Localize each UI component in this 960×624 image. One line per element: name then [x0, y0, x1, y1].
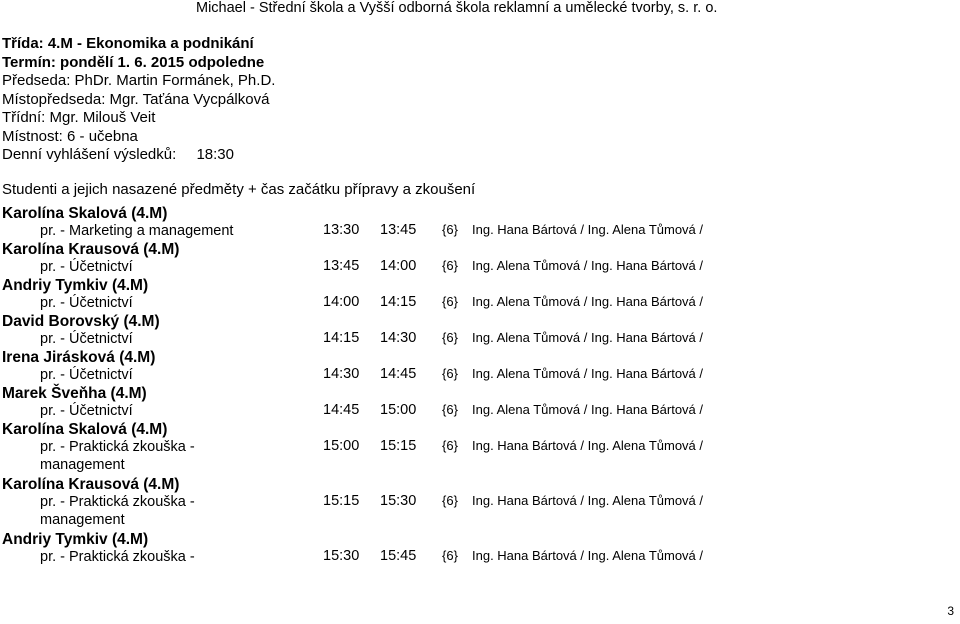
start-time: 14:30 [323, 366, 360, 382]
examiners: Ing. Alena Tůmová / Ing. Hana Bártová / [472, 330, 704, 345]
schedule-entry [2, 241, 952, 277]
start-time: 13:30 [323, 222, 360, 238]
start-time: 15:30 [323, 548, 360, 564]
end-time: 15:30 [380, 493, 417, 509]
subject: pr. - Účetnictví [40, 367, 133, 383]
examiners: Ing. Hana Bártová / Ing. Alena Tůmová / [472, 548, 704, 563]
end-time: 14:15 [380, 294, 417, 310]
student-name: David Borovský (4.M) [2, 313, 160, 330]
results-label: Denní vyhlášení výsledků: [2, 146, 177, 163]
start-time: 13:45 [323, 258, 360, 274]
end-time: 15:00 [380, 402, 417, 418]
student-name: Andriy Tymkiv (4.M) [2, 531, 149, 548]
schedule-entry [2, 531, 952, 567]
class-teacher-line: Třídní: Mgr. Milouš Veit [2, 109, 156, 126]
end-time: 14:45 [380, 366, 417, 382]
start-time: 15:00 [323, 438, 360, 454]
schedule-list [2, 205, 952, 567]
schedule-entry [2, 205, 952, 241]
subject: pr. - Účetnictví [40, 331, 133, 347]
room-code: {6} [442, 330, 458, 345]
student-name: Karolína Skalová (4.M) [2, 421, 168, 438]
student-name: Karolína Skalová (4.M) [2, 205, 168, 222]
start-time: 15:15 [323, 493, 360, 509]
term-line: Termín: pondělí 1. 6. 2015 odpoledne [2, 53, 265, 71]
results-line [2, 146, 275, 165]
end-time: 13:45 [380, 222, 417, 238]
examiners: Ing. Hana Bártová / Ing. Alena Tůmová / [472, 493, 704, 508]
subject: pr. - Marketing a management [40, 223, 234, 239]
end-time: 14:30 [380, 330, 417, 346]
examiners: Ing. Alena Tůmová / Ing. Hana Bártová / [472, 366, 704, 381]
student-name: Andriy Tymkiv (4.M) [2, 277, 149, 294]
page-number: 3 [947, 604, 954, 618]
room-code: {6} [442, 222, 458, 237]
exam-info-block [2, 35, 275, 165]
chair-line: Předseda: PhDr. Martin Formánek, Ph.D. [2, 72, 276, 89]
room-code: {6} [442, 402, 458, 417]
room-code: {6} [442, 493, 458, 508]
schedule-entry [2, 385, 952, 421]
schedule-entry [2, 313, 952, 349]
schedule-entry [2, 421, 952, 476]
room-code: {6} [442, 548, 458, 563]
student-name: Karolína Krausová (4.M) [2, 241, 180, 258]
room-code: {6} [442, 366, 458, 381]
class-line: Třída: 4.M - Ekonomika a podnikání [2, 35, 254, 52]
examiners: Ing. Alena Tůmová / Ing. Hana Bártová / [472, 402, 704, 417]
room-line: Místnost: 6 - učebna [2, 127, 138, 145]
subject: pr. - Účetnictví [40, 295, 133, 311]
subject: pr. - Praktická zkouška - management [40, 494, 195, 528]
schedule-entry [2, 349, 952, 385]
section-title: Studenti a jejich nasazené předměty + čas začátku přípravy a zkoušení [2, 181, 476, 198]
student-name: Karolína Krausová (4.M) [2, 476, 180, 493]
end-time: 15:15 [380, 438, 417, 454]
subject: pr. - Praktická zkouška - management [40, 439, 195, 473]
student-name: Marek Šveňha (4.M) [2, 385, 147, 402]
end-time: 15:45 [380, 548, 417, 564]
document-header: Michael - Střední škola a Vyšší odborná škola reklamní a umělecké tvorby, s. r. o. [196, 0, 718, 16]
subject: pr. - Účetnictví [40, 403, 133, 419]
subject: pr. - Praktická zkouška - [40, 549, 195, 565]
room-code: {6} [442, 258, 458, 273]
examiners: Ing. Hana Bártová / Ing. Alena Tůmová / [472, 222, 704, 237]
room-code: {6} [442, 438, 458, 453]
start-time: 14:00 [323, 294, 360, 310]
examiners: Ing. Alena Tůmová / Ing. Hana Bártová / [472, 294, 704, 309]
student-name: Irena Jirásková (4.M) [2, 349, 156, 366]
room-code: {6} [442, 294, 458, 309]
schedule-entry [2, 277, 952, 313]
end-time: 14:00 [380, 258, 417, 274]
start-time: 14:15 [323, 330, 360, 346]
subject: pr. - Účetnictví [40, 259, 133, 275]
vice-chair-line: Místopředseda: Mgr. Taťána Vycpálková [2, 90, 270, 108]
examiners: Ing. Alena Tůmová / Ing. Hana Bártová / [472, 258, 704, 273]
examiners: Ing. Hana Bártová / Ing. Alena Tůmová / [472, 438, 704, 453]
schedule-entry [2, 476, 952, 531]
start-time: 14:45 [323, 402, 360, 418]
results-time: 18:30 [196, 146, 234, 163]
